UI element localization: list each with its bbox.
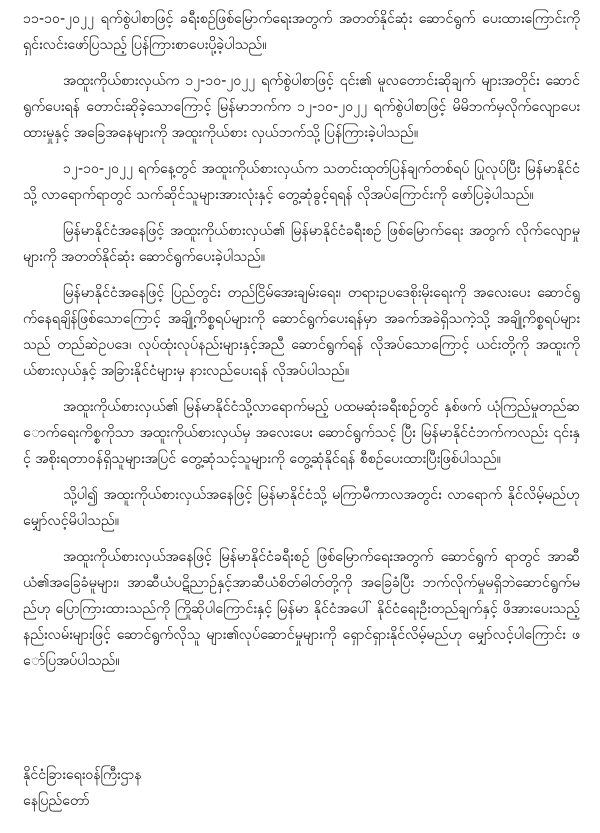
paragraph-7: သို့ပါ၍ အထူးကိုယ်စားလှယ်အနေဖြင့် မြန်မာနိုင်ငံသို့ မကြာမီကာလအတွင်း လာရောက် နိုင်လိမ့်မည်ဟု မျှော်လင့်မိပါသည်။ [23, 487, 580, 529]
paragraph-4: မြန်မာနိုင်ငံအနေဖြင့် အထူးကိုယ်စားလှယ်၏ မြန်မာနိုင်ငံခရီးစဉ် ဖြစ်မြောက်ရေး အတွက် လိုက်လျောမှုများကို အတတ်နိုင်ဆုံး ဆောင်ရွက်ပေးခဲ့ပါသည်။ [23, 223, 580, 265]
signature-block [23, 762, 142, 814]
paragraph-3: ၁၂-၁၀-၂၀၂၂ ရက်နေ့တွင် အထူးကိုယ်စားလှယ်က သတင်းထုတ်ပြန်ချက်တစ်ရပ် ပြုလုပ်ပြီး မြန်မာနိုင်ငံသို့ လာရောက်ရာတွင် သက်ဆိုင်သူများအားလုံးနှင့် တွေ့ဆုံခွင့်ရရန် လိုအပ်ကြောင်းကို ဖော်ပြခဲ့ပါသည်။ [23, 161, 580, 203]
paragraph-6: အထူးကိုယ်စားလှယ်၏ မြန်မာနိုင်ငံသို့လာရောက်မည့် ပထမဆုံးခရီးစဉ်တွင် နှစ်ဖက် ယုံကြည်မှုတည်ဆောက်ရေးကိစ္စကိုသာ အထူးကိုယ်စားလှယ်မှ အလေးပေး ဆောင်ရွက်သင့် ပြီး မြန်မာနိုင်ငံဘက်ကလည်း ၎င်းနှင့် အစိုးရတာဝန်ရှိသူများအပြင် တွေ့ဆုံသင့်သူများကို တွေ့ဆုံနိုင်ရန် စီစဉ်ပေးထားပြီးဖြစ်ပါသည်။ [23, 399, 580, 467]
signature-place: နေပြည်တော် [23, 793, 90, 809]
signature-ministry: နိုင်ငံခြားရေးဝန်ကြီးဌာန [23, 767, 142, 783]
paragraph-5: မြန်မာနိုင်ငံအနေဖြင့် ပြည်တွင်း တည်ငြိမ်အေးချမ်းရေး၊ တရားဥပဒေစိုးမိုးရေးကို အလေးပေး ဆောင်ရွက်နေရချိန်ဖြစ်သောကြောင့် အချို့ကိစ္စရပ်များကို ဆောင်ရွက်ပေးရန်မှာ အခက်အခဲရှိသကဲ့သို့ အချို့ကိစ္စရပ်များသည် တည်ဆဲဥပဒေ၊ လုပ်ထုံးလုပ်နည်းများနှင့်အညီ ဆောင်ရွက်ရန် လိုအပ်သောကြောင့် ယင်းတို့ကို အထူးကိုယ်စားလှယ်နှင့် အခြားနိုင်ငံများမှ နားလည်ပေးရန် လိုအပ်ပါသည်။ [23, 285, 580, 379]
paragraph-1: ၁၁-၁၀-၂၀၂၂ ရက်စွဲပါစာဖြင့် ခရီးစဉ်ဖြစ်မြောက်ရေးအတွက် အတတ်နိုင်ဆုံး ဆောင်ရွက် ပေးထားကြောင်းကို ရှင်းလင်းဖော်ပြသည့် ပြန်ကြားစာပေးပို့ခဲ့ပါသည်။ [23, 11, 580, 53]
paragraph-2: အထူးကိုယ်စားလှယ်က ၁၂-၁၀-၂၀၂၂ ရက်စွဲပါစာဖြင့် ၎င်း၏ မူလတောင်းဆိုချက် များအတိုင်း ဆောင်ရွက်ပေးရန် တောင်းဆိုခဲ့သောကြောင့် မြန်မာဘက်က ၁၂-၁၀-၂၀၂၂ ရက်စွဲပါစာဖြင့် မိမိဘက်မှလိုက်လျောပေးထားမှုနှင့် အခြေအနေများကို အထူးကိုယ်စား လှယ်ဘက်သို့ ပြန်ကြားခဲ့ပါသည်။ [23, 73, 580, 141]
paragraph-8: အထူးကိုယ်စားလှယ်အနေဖြင့် မြန်မာနိုင်ငံခရီးစဉ် ဖြစ်မြောက်ရေးအတွက် ဆောင်ရွက် ရာတွင် အာဆီယံ၏အခြေခံမူများ၊ အာဆီယံပဋိညာဉ်နှင့်အာဆီယံစိတ်ဓါတ်တို့ကို အခြေခံပြီး ဘက်လိုက်မှုမရှိဘဲဆောင်ရွက်မည်ဟု ပြောကြားထားသည်ကို ကြိုဆိုပါကြောင်းနှင့် မြန်မာ နိုင်ငံအပေါ် နိုင်ငံရေးဦးတည်ချက်နှင့် ဖိအားပေးသည့် နည်းလမ်းများဖြင့် ဆောင်ရွက်လိုသူ များ၏လုပ်ဆောင်မှုများကို ရှောင်ရှားနိုင်လိမ့်မည်ဟု မျှော်လင့်ပါကြောင်း ဖော်ပြအပ်ပါသည်။ [23, 549, 580, 669]
